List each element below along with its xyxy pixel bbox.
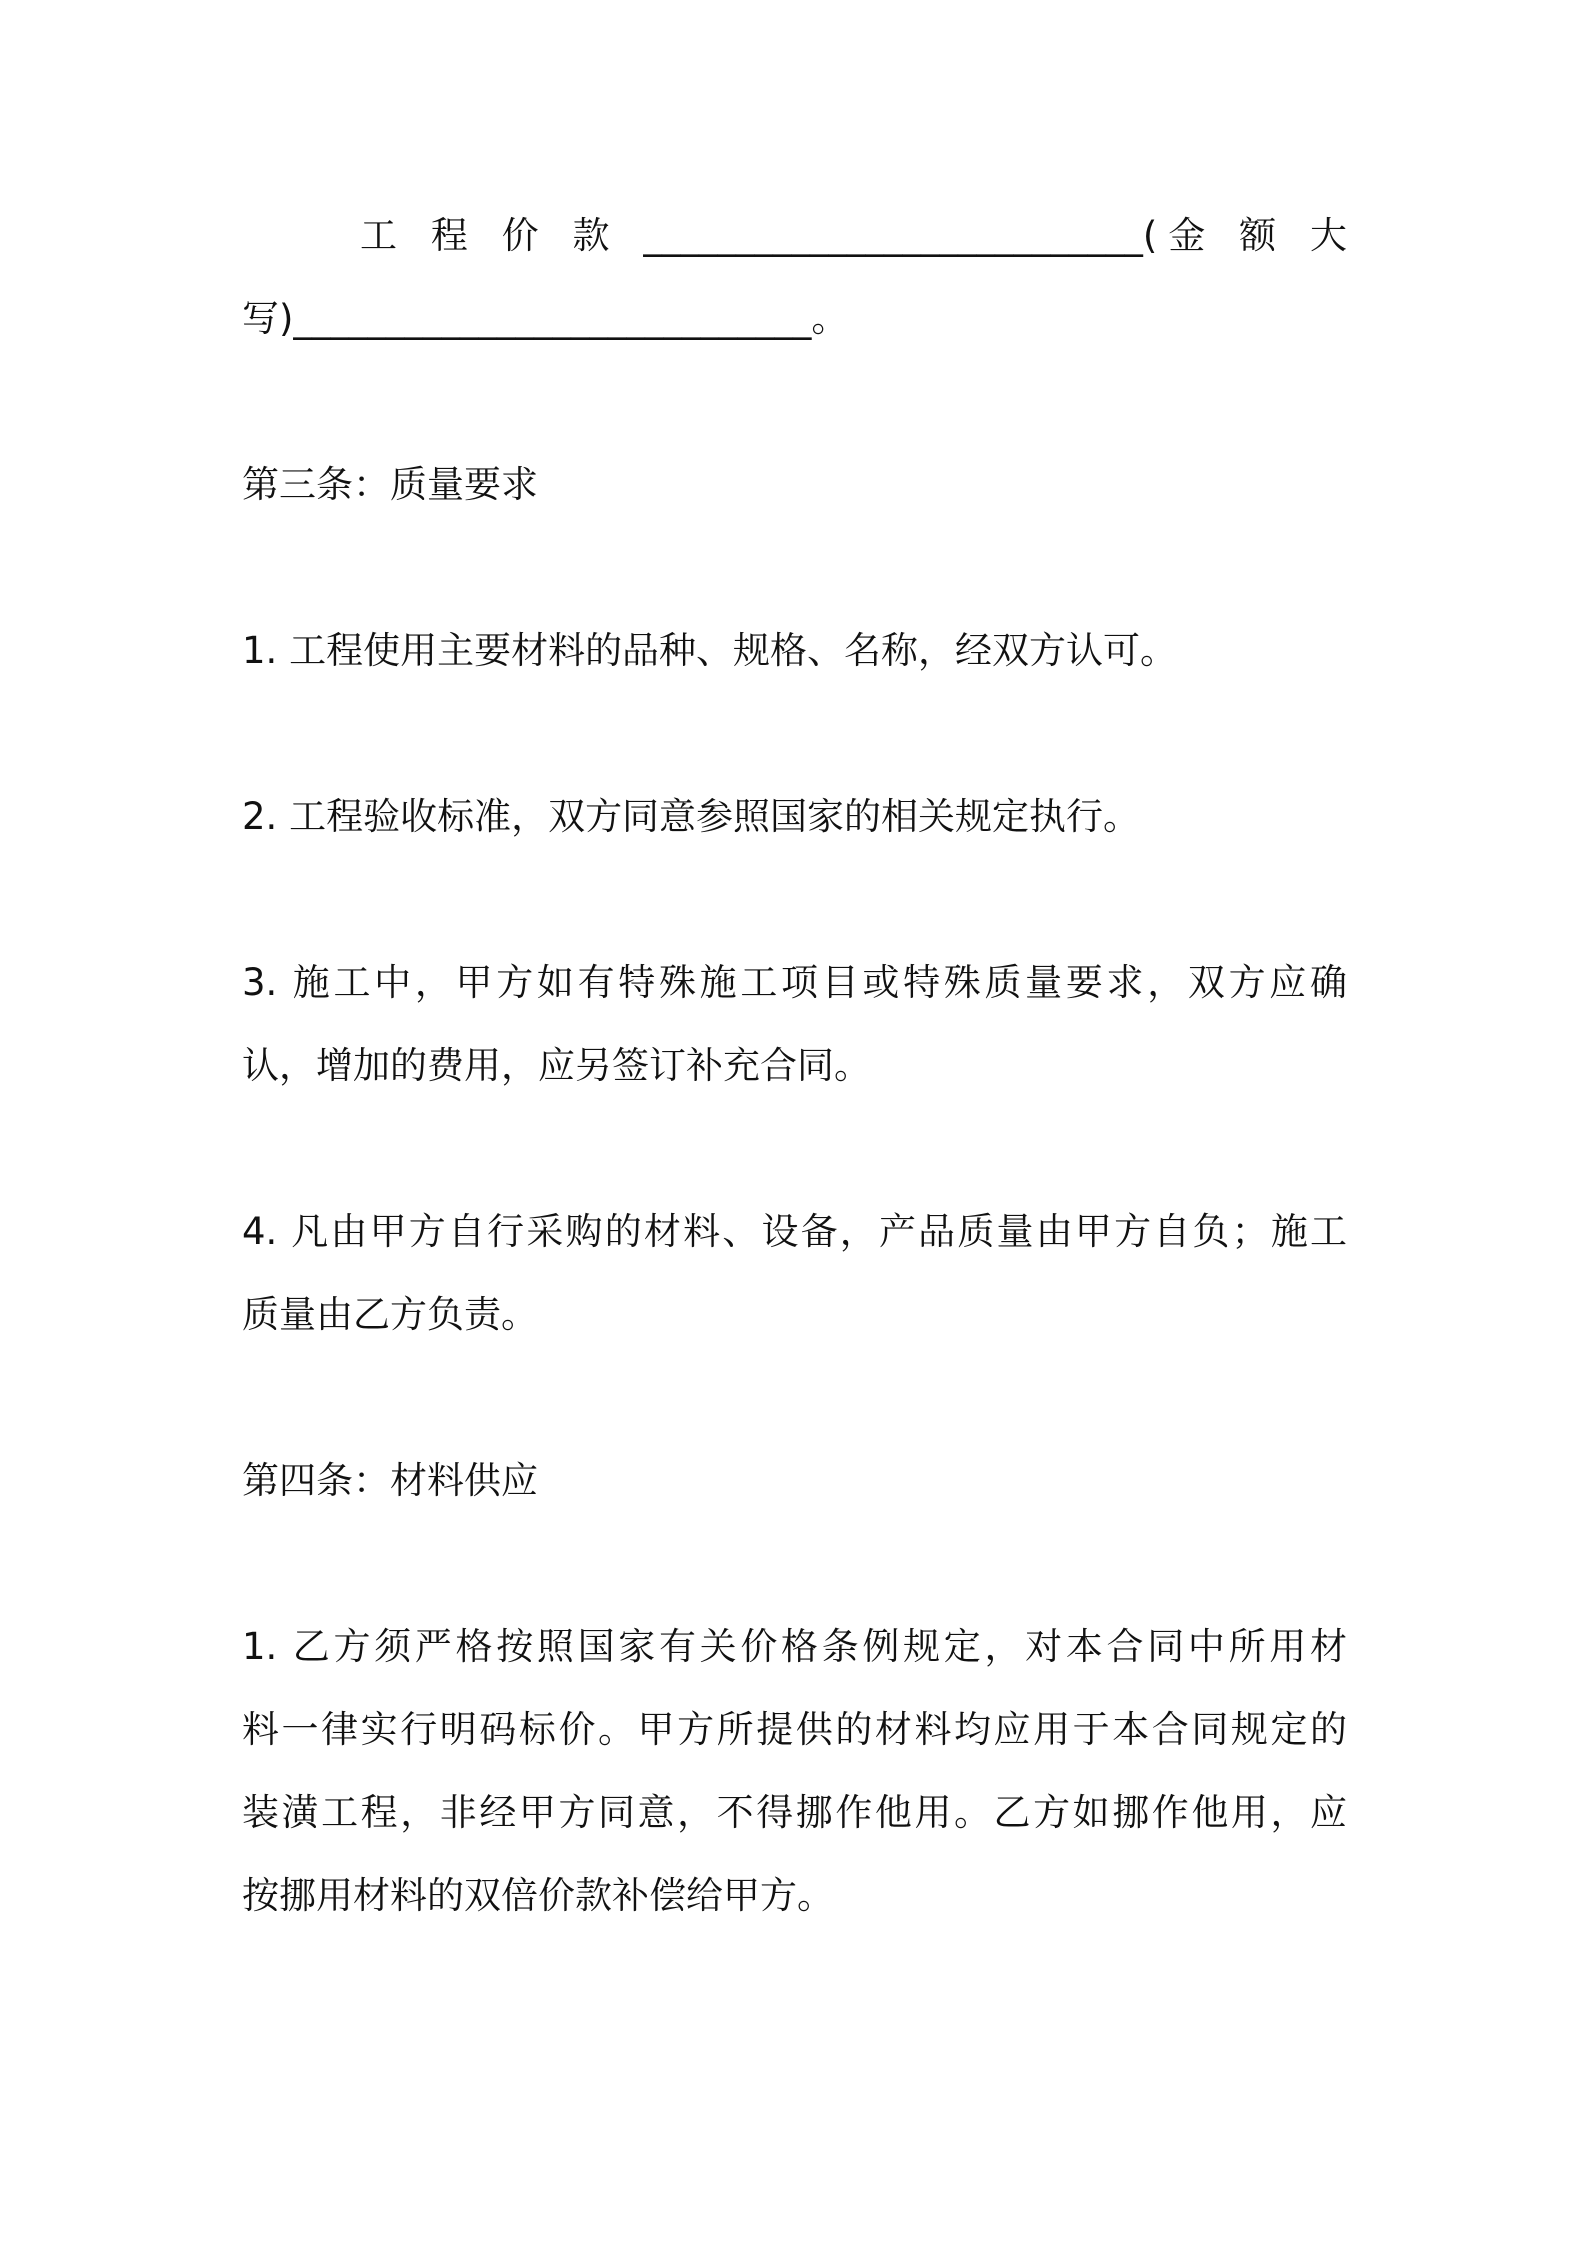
article-3-item-1: 1. 工程使用主要材料的品种、规格、名称，经双方认可。 xyxy=(242,629,1178,672)
article-4-heading: 第四条：材料供应 xyxy=(242,1459,538,1502)
article-4-item-1-line-2: 料一律实行明码标价。甲方所提供的材料均应用于本合同规定的 xyxy=(242,1708,1347,1751)
article-3-heading: 第三条：质量要求 xyxy=(242,463,538,506)
article-4-item-1: 1. 乙方须严格按照国家有关价格条例规定，对本合同中所用材 xyxy=(242,1625,1347,1668)
article-4-item-1-line-4: 按挪用材料的双倍价款补偿给甲方。 xyxy=(242,1874,834,1917)
contract-body xyxy=(242,194,1347,1937)
article-3-item-2: 2. 工程验收标准，双方同意参照国家的相关规定执行。 xyxy=(242,795,1141,838)
price-line-continued: 写)____________________________。 xyxy=(242,297,849,340)
article-3-item-3: 3. 施工中，甲方如有特殊施工项目或特殊质量要求，双方应确 xyxy=(242,961,1347,1004)
article-3-item-3-continued: 认，增加的费用，应另签订补充合同。 xyxy=(242,1044,871,1087)
price-line: 工 程 价 款 ___________________________(金 额 大 xyxy=(360,214,1347,257)
article-3-item-4-continued: 质量由乙方负责。 xyxy=(242,1293,538,1336)
article-3-item-4: 4. 凡由甲方自行采购的材料、设备，产品质量由甲方自负；施工 xyxy=(242,1210,1347,1253)
article-4-item-1-line-3: 装潢工程，非经甲方同意，不得挪作他用。乙方如挪作他用，应 xyxy=(242,1791,1347,1834)
